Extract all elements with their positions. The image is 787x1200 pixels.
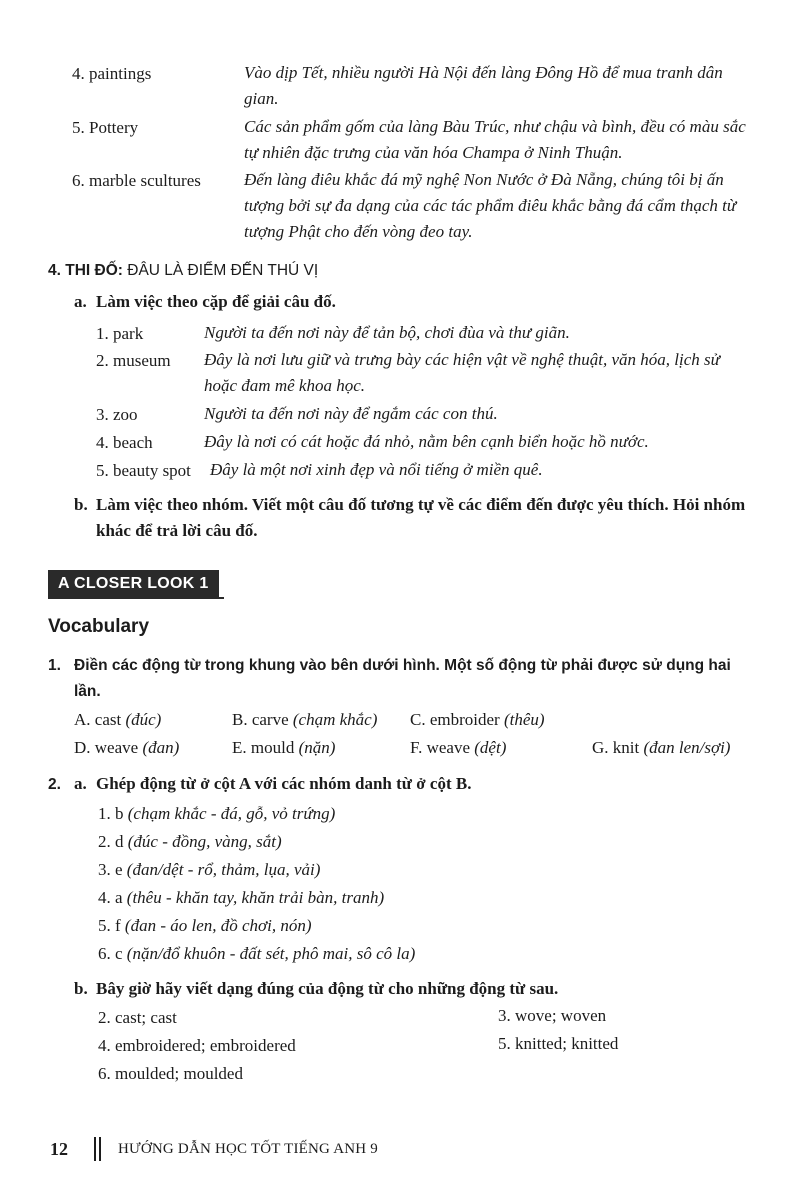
phrase-description: Vào dịp Tết, nhiều người Hà Nội đến làng Đông Hồ để mua tranh dân gian. — [244, 63, 723, 108]
verb-form-answer: 3. wove; woven — [498, 1006, 607, 1025]
answer-item: D. weave (đan) — [74, 738, 180, 757]
answer-item: E. mould (nặn) — [232, 738, 336, 757]
part-b-instruction: Làm việc theo nhóm. Viết một câu đố tương tự về các điểm đến được yêu thích. Hỏi nhóm khác để trả lời câu đố. — [96, 495, 746, 540]
phrase-description: Đến làng điêu khắc đá mỹ nghệ Non Nước ở Đà Nẵng, chúng tôi bị ấn tượng bởi sự đa dạng của các tác phẩm điêu khắc bằng đá cẩm thạch từ tượng Phật cho đến vòng đeo tay. — [244, 170, 737, 241]
vocabulary-heading: Vocabulary — [48, 616, 150, 637]
closer-look-banner: A CLOSER LOOK 1 — [48, 570, 219, 598]
riddle-term: 5. beauty spot — [96, 461, 191, 480]
phrase-term: 6. marble scultures — [72, 171, 201, 190]
riddle-description: Đây là nơi lưu giữ và trưng bày các hiện vật về nghệ thuật, văn hóa, lịch sử hoặc đam mê khoa học. — [204, 350, 720, 395]
riddle-term: 2. museum — [96, 351, 171, 370]
verb-form-answer: 5. knitted; knitted — [498, 1034, 619, 1053]
section-title-rest: ĐÂU LÀ ĐIỂM ĐẾN THÚ VỊ — [127, 262, 319, 279]
part-a-instruction: Ghép động từ ở cột A với các nhóm danh từ ở cột B. — [96, 774, 472, 793]
question-1 — [48, 653, 758, 705]
verb-form-answer: 2. cast; cast — [98, 1008, 177, 1027]
riddle-description: Đây là nơi có cát hoặc đá nhỏ, nằm bên cạnh biển hoặc hồ nước. — [204, 432, 649, 451]
part-b-label: b. — [74, 495, 88, 514]
banner-underline — [48, 597, 224, 599]
match-item: 5. f (đan - áo len, đồ chơi, nón) — [98, 916, 312, 935]
answer-item: C. embroider (thêu) — [410, 710, 545, 729]
match-item: 2. d (đúc - đồng, vàng, sắt) — [98, 832, 282, 851]
match-item: 1. b (chạm khắc - đá, gỗ, vỏ trứng) — [98, 804, 336, 823]
answer-item: B. carve (chạm khắc) — [232, 710, 378, 729]
riddle-description: Người ta đến nơi này để ngắm các con thú. — [204, 404, 498, 423]
question-number: 2. — [48, 776, 61, 793]
part-b-instruction: Bây giờ hãy viết dạng đúng của động từ cho những động từ sau. — [96, 979, 559, 998]
match-item: 6. c (nặn/đổ khuôn - đất sét, phô mai, sô cô la) — [98, 944, 416, 963]
section-4-heading — [48, 262, 318, 280]
match-item: 3. e (đan/dệt - rổ, thảm, lụa, vải) — [98, 860, 321, 879]
book-title: HƯỚNG DẪN HỌC TỐT TIẾNG ANH 9 — [118, 1141, 378, 1157]
verb-form-answer: 6. moulded; moulded — [98, 1064, 243, 1083]
answer-item: A. cast (đúc) — [74, 710, 162, 729]
phrase-term: 4. paintings — [72, 64, 152, 83]
section-number: 4. — [48, 262, 61, 279]
match-item: 4. a (thêu - khăn tay, khăn trải bàn, tranh) — [98, 888, 385, 907]
riddle-description: Người ta đến nơi này để tản bộ, chơi đùa và thư giãn. — [204, 323, 570, 342]
part-a-label: a. — [74, 774, 87, 793]
riddle-term: 4. beach — [96, 433, 153, 452]
section-title-bold: THI ĐỐ: — [65, 262, 123, 279]
verb-form-answer: 4. embroidered; embroidered — [98, 1036, 296, 1055]
part-a-label: a. — [74, 292, 87, 311]
question-number: 1. — [48, 657, 61, 674]
phrase-term: 5. Pottery — [72, 118, 139, 137]
part-b-label: b. — [74, 979, 88, 998]
answer-item: G. knit (đan len/sợi) — [592, 738, 731, 757]
riddle-description: Đây là một nơi xinh đẹp và nổi tiếng ở miền quê. — [210, 460, 543, 479]
phrase-description: Các sản phẩm gốm của làng Bàu Trúc, như chậu và bình, đều có màu sắc tự nhiên đặc trưng của văn hóa Champa ở Ninh Thuận. — [244, 117, 746, 162]
answer-item: F. weave (dệt) — [410, 738, 507, 757]
question-text: Điền các động từ trong khung vào bên dưới hình. Một số động từ phải được sử dụng hai lần. — [74, 657, 731, 700]
riddle-term: 3. zoo — [96, 405, 138, 424]
footer-divider — [94, 1137, 96, 1161]
riddle-term: 1. park — [96, 324, 144, 343]
footer-divider — [99, 1137, 101, 1161]
page-number: 12 — [50, 1139, 68, 1159]
part-a-instruction: Làm việc theo cặp để giải câu đố. — [96, 292, 336, 311]
